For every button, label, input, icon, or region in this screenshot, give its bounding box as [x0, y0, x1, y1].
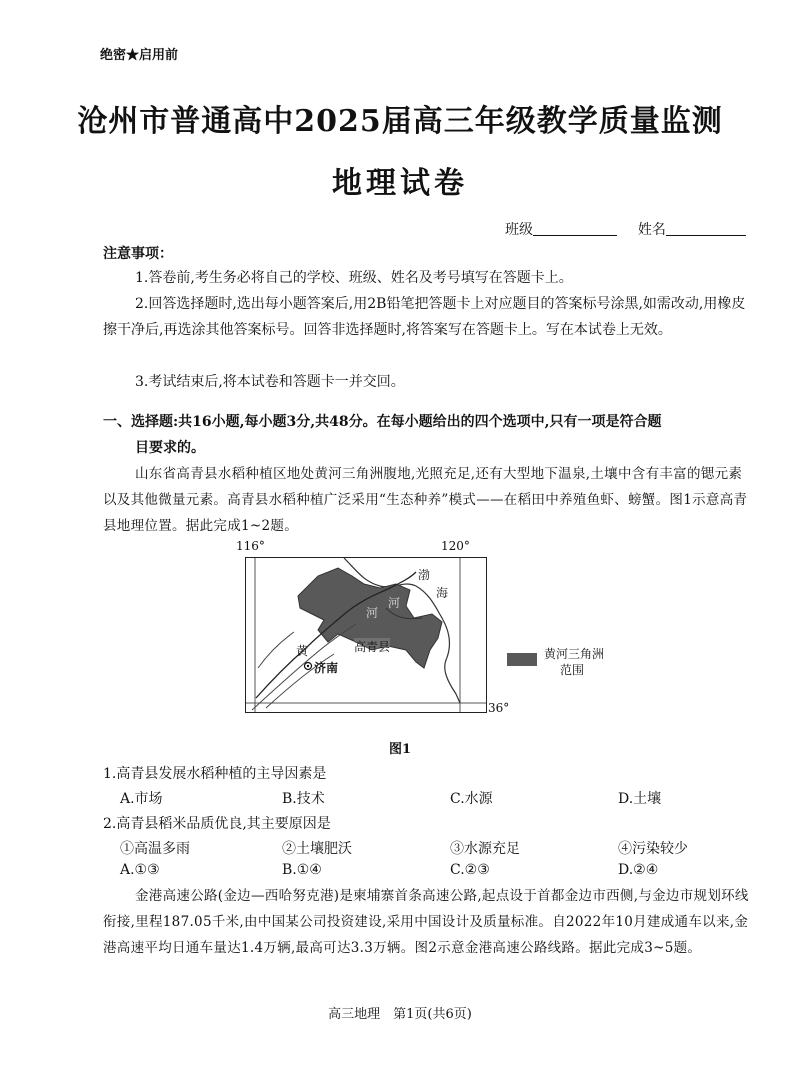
- figure-caption: 图1: [388, 742, 412, 757]
- question-1-stem: 1.高青县发展水稻种植的主导因素是: [103, 766, 327, 782]
- exam-subtitle: 地理试卷: [332, 166, 468, 201]
- passage-2: 金港高速公路(金边—西哈努克港)是柬埔寨首条高速公路,起点设于首都金边市西侧,与金边市规划环线衔接,里程187.05千米,由中国某公司投资建设,采用中国设计及质量标准。自2022年10月建成通车以来,金港高速平均日通车量达1.4万辆,最高可达3.3万辆。图2示意金港高速公路线路。据此完成3~5题。: [103, 888, 749, 956]
- legend-line2: 范围: [560, 663, 585, 677]
- notice-item-3: 3.考试结束后,将本试卷和答题卡一并交回。: [135, 374, 405, 390]
- lon-label-left: 116°: [236, 539, 265, 553]
- q2-factor-2: ②土壤肥沃: [282, 841, 352, 857]
- section1-heading-line2: 目要求的。: [135, 440, 205, 456]
- river-label-1: 黄: [296, 644, 309, 658]
- exam-title: 沧州市普通高中2025届高三年级教学质量监测: [77, 104, 723, 139]
- q1-option-d[interactable]: D.土壤: [618, 791, 662, 807]
- map-svg: [246, 558, 486, 712]
- class-name-line: [505, 219, 746, 239]
- notice-heading: 注意事项：: [103, 246, 173, 262]
- section1-heading-line1: 一、选择题:共16小题,每小题3分,共48分。在每小题给出的四个选项中,只有一项是符合题: [103, 414, 662, 430]
- river-label-3: 河: [388, 596, 401, 610]
- name-blank[interactable]: [666, 221, 746, 236]
- question-1-options: [120, 788, 720, 808]
- secret-label: 绝密★启用前: [100, 48, 179, 63]
- legend-text: [544, 646, 604, 678]
- q1-option-b[interactable]: B.技术: [282, 791, 325, 807]
- question-2-stem: 2.高青县稻米品质优良,其主要原因是: [103, 816, 331, 832]
- river-label-2: 河: [366, 606, 379, 620]
- q1-option-a[interactable]: A.市场: [120, 791, 163, 807]
- question-2-factors: [120, 838, 720, 858]
- county-label: 高青县: [354, 640, 391, 654]
- legend-swatch: [507, 653, 537, 666]
- q2-option-c[interactable]: C.②③: [450, 862, 490, 878]
- jinan-marker-inner: [307, 665, 309, 667]
- name-label: 姓名: [637, 222, 666, 238]
- question-2-options: [120, 862, 720, 882]
- q2-option-d[interactable]: D.②④: [618, 862, 659, 878]
- class-blank[interactable]: [533, 221, 617, 236]
- lat-label: 36°: [488, 701, 510, 715]
- notice-item-2: 2.回答选择题时,选出每小题答案后,用2B铅笔把答题卡上对应题目的答案标号涂黑,如需改动,用橡皮擦干净后,再选涂其他答案标号。回答非选择题时,将答案写在答题卡上。写在本试卷上无效。: [103, 296, 746, 338]
- q2-option-a[interactable]: A.①③: [120, 862, 160, 878]
- q1-option-c[interactable]: C.水源: [450, 791, 493, 807]
- q2-factor-4: ④污染较少: [618, 841, 688, 857]
- sea-label-2: 海: [436, 586, 449, 600]
- q2-factor-3: ③水源充足: [450, 841, 520, 857]
- q2-option-b[interactable]: B.①④: [282, 862, 322, 878]
- map-figure: [245, 557, 487, 713]
- section1-heading: [103, 409, 753, 461]
- city-label: 济南: [314, 661, 339, 675]
- legend-line1: 黄河三角洲: [544, 647, 605, 661]
- notice-item-1: 1.答卷前,考生务必将自己的学校、班级、姓名及考号填写在答题卡上。: [135, 270, 573, 286]
- lon-label-right: 120°: [441, 539, 470, 553]
- passage-1: 山东省高青县水稻种植区地处黄河三角洲腹地,光照充足,还有大型地下温泉,土壤中含有丰富的锶元素以及其他微量元素。高青县水稻种植广泛采用“生态种养”模式——在稻田中养殖鱼虾、螃蟹。图1示意高青县地理位置。据此完成1~2题。: [103, 466, 748, 534]
- class-label: 班级: [505, 222, 533, 238]
- q2-factor-1: ①高温多雨: [120, 841, 190, 857]
- road-3: [258, 632, 294, 668]
- page-footer: 高三地理 第1页(共6页): [328, 1007, 472, 1022]
- road-1: [252, 624, 356, 710]
- sea-label-1: 渤: [418, 568, 431, 582]
